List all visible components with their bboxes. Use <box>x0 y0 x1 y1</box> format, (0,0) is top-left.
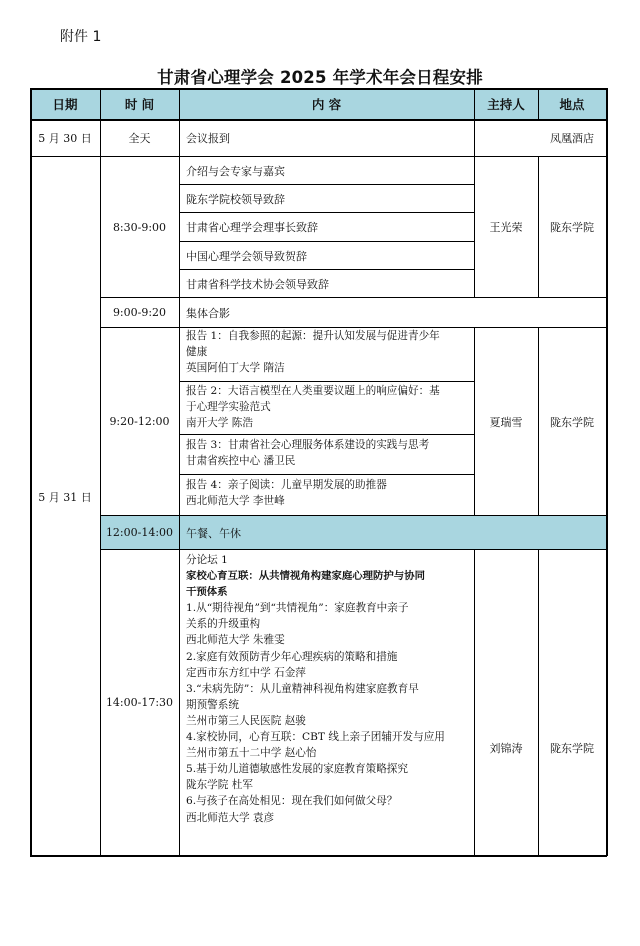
table-border-right <box>606 88 608 856</box>
page-title: 甘肃省心理学会 2025 年学术年会日程安排 <box>157 68 483 87</box>
forum-venue: 陇东学院 <box>550 742 594 755</box>
report-item <box>186 477 476 509</box>
report-speaker: 西北师范大学 李世峰 <box>186 495 285 508</box>
header-host: 主持人 <box>487 97 525 112</box>
forum-content <box>186 552 478 826</box>
report-speaker: 英国阿伯丁大学 隋洁 <box>186 362 285 375</box>
reports-venue: 陇东学院 <box>550 415 594 429</box>
report-title: 报告 1：自我参照的起源：提升认知发展与促进青少年 <box>186 330 440 342</box>
report-item <box>186 383 476 432</box>
opening-venue: 陇东学院 <box>550 221 594 234</box>
opening-item: 介绍与会专家与嘉宾 <box>186 164 285 178</box>
report-divider-3 <box>179 474 474 475</box>
reports-time: 9:20-12:00 <box>109 415 170 428</box>
day2-date: 5 月 31 日 <box>38 491 92 504</box>
forum-line: 2.家庭有效预防青少年心理疾病的策略和措施 <box>186 650 398 663</box>
forum-line: 关系的升级重构 <box>186 618 261 631</box>
header-content: 内 容 <box>311 97 342 112</box>
forum-line: 兰州市第三人民医院 赵骏 <box>186 714 306 727</box>
opening-item: 中国心理学会领导致贺辞 <box>186 249 307 263</box>
report-title: 报告 4：亲子阅读：儿童早期发展的助推器 <box>186 479 387 491</box>
forum-line: 陇东学院 杜军 <box>186 779 253 792</box>
forum-host: 刘锦涛 <box>489 742 523 755</box>
opening-item: 甘肃省科学技术协会领导致辞 <box>186 277 329 291</box>
report-speaker: 南开大学 陈浩 <box>186 417 253 430</box>
day1-date: 5 月 30 日 <box>38 132 92 145</box>
day1-venue: 凤凰酒店 <box>550 132 594 145</box>
report-title: 报告 2：大语言模型在人类重要议题上的响应偏好：基 <box>186 385 440 397</box>
forum-line: 1.从“期待视角”到“共情视角”：家庭教育中亲子 <box>186 602 409 615</box>
photo-content: 集体合影 <box>186 306 230 320</box>
header-time: 时 间 <box>124 97 155 112</box>
reports-host: 夏瑞雪 <box>489 415 523 429</box>
forum-line: 西北师范大学 朱雅雯 <box>186 634 285 647</box>
forum-time: 14:00-17:30 <box>105 696 174 709</box>
forum-line: 4.家校协同，心育互联：CBT 线上亲子团辅开发与应用 <box>186 731 445 744</box>
report-item <box>186 328 476 377</box>
header-date: 日期 <box>52 97 78 112</box>
opening-time: 8:30-9:00 <box>112 220 167 234</box>
opening-item: 陇东学院校领导致辞 <box>186 192 285 206</box>
forum-line: 西北师范大学 袁彦 <box>186 811 275 824</box>
forum-line: 6.与孩子在高处相见：现在我们如何做父母？ <box>186 795 398 808</box>
forum-label: 分论坛 1 <box>186 554 228 566</box>
header-venue: 地点 <box>559 97 585 112</box>
day1-time: 全天 <box>128 132 151 145</box>
forum-line: 定西市东方红中学 石金萍 <box>186 666 306 679</box>
report-title-cont: 于心理学实验范式 <box>186 401 271 414</box>
report-title: 报告 3：甘肃省社会心理服务体系建设的实践与思考 <box>186 439 430 451</box>
day1-content: 会议报到 <box>186 132 230 145</box>
forum-theme: 家校心育互联：从共情视角构建家庭心理防护与协同 <box>186 570 425 583</box>
report-title-cont: 健康 <box>186 346 208 359</box>
attachment-label: 附件 1 <box>60 29 102 45</box>
forum-line: 3.“未病先防”：从儿童精神科视角构建家庭教育早 <box>186 682 419 695</box>
forum-theme-cont: 干预体系 <box>186 586 228 599</box>
report-divider-1 <box>179 381 474 382</box>
report-speaker: 甘肃省疾控中心 潘卫民 <box>186 455 296 468</box>
photo-time: 9:00-9:20 <box>112 306 167 319</box>
lunch-time: 12:00-14:00 <box>105 526 174 539</box>
report-item <box>186 437 476 469</box>
forum-line: 5.基于幼儿道德敏感性发展的家庭教育策略探究 <box>186 763 408 776</box>
forum-line: 兰州市第五十二中学 赵心怡 <box>186 747 317 760</box>
opening-item: 甘肃省心理学会理事长致辞 <box>186 221 318 234</box>
opening-host: 王光荣 <box>489 221 523 234</box>
forum-line: 期预警系统 <box>186 698 239 711</box>
lunch-content: 午餐、午休 <box>186 526 241 540</box>
report-divider-2 <box>179 434 474 435</box>
